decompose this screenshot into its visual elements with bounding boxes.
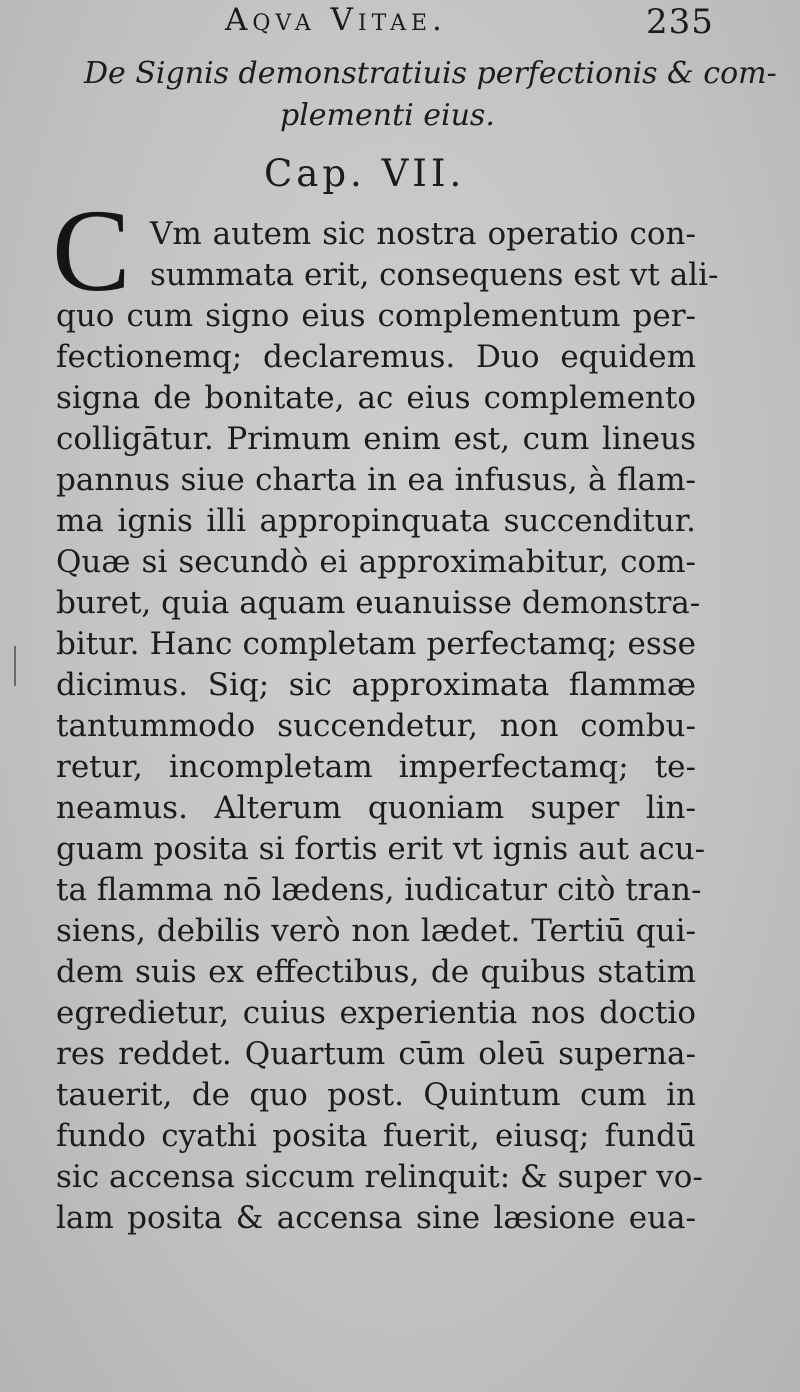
text-line: buret, quia aquam euanuisse demonstra- [56, 585, 701, 621]
page-number: 235 [646, 2, 714, 42]
margin-bracket-mark [14, 646, 16, 686]
text-line: pannus siue charta in ea infusus, à flam- [56, 462, 696, 498]
text-line: signa de bonitate, ac eius complemento [56, 380, 696, 416]
text-line: siens, debilis verò non lædet. Tertiū qui- [56, 913, 696, 949]
text-line: res reddet. Quartum cūm oleū superna- [56, 1036, 696, 1072]
text-line: ma ignis illi appropinquata succenditur. [56, 503, 696, 539]
text-line: summata erit, consequens est vt ali- [150, 257, 719, 293]
running-title: Aqva Vitae. [225, 2, 447, 38]
text-line: fectionemq; declaremus. Duo equidem [56, 339, 696, 375]
text-line: fundo cyathi posita fuerit, eiusq; fundū [56, 1118, 696, 1154]
text-line: egredietur, cuius experientia nos doctio [56, 995, 696, 1031]
text-line: dicimus. Siq; sic approximata flammæ [56, 667, 696, 703]
text-line: sic accensa siccum relinquit: & super vo- [56, 1159, 703, 1195]
text-line: lam posita & accensa sine læsione eua- [56, 1200, 696, 1236]
text-line: tantummodo succendetur, non combu- [56, 708, 696, 744]
text-line: guam posita si fortis erit vt ignis aut acu- [56, 831, 706, 867]
drop-cap: C [52, 185, 131, 316]
chapter-title-line: plementi eius. [280, 98, 495, 133]
chapter-label: Cap. VII. [264, 152, 466, 195]
text-line: Vm autem sic nostra operatio con- [150, 216, 696, 252]
text-line: colligātur. Primum enim est, cum lineus [56, 421, 696, 457]
text-line: bitur. Hanc completam perfectamq; esse [56, 626, 696, 662]
text-line: neamus. Alterum quoniam super lin- [56, 790, 696, 826]
text-line: ta flamma nō lædens, iudicatur citò tran- [56, 872, 702, 908]
text-line: Quæ si secundò ei approximabitur, com- [56, 544, 696, 580]
text-line: dem suis ex effectibus, de quibus statim [56, 954, 696, 990]
chapter-title-line: De Signis demonstratiuis perfectionis & com- [84, 56, 777, 91]
text-line: retur, incompletam imperfectamq; te- [56, 749, 696, 785]
text-line: tauerit, de quo post. Quintum cum in [56, 1077, 696, 1113]
text-line: quo cum signo eius complementum per- [56, 298, 696, 334]
